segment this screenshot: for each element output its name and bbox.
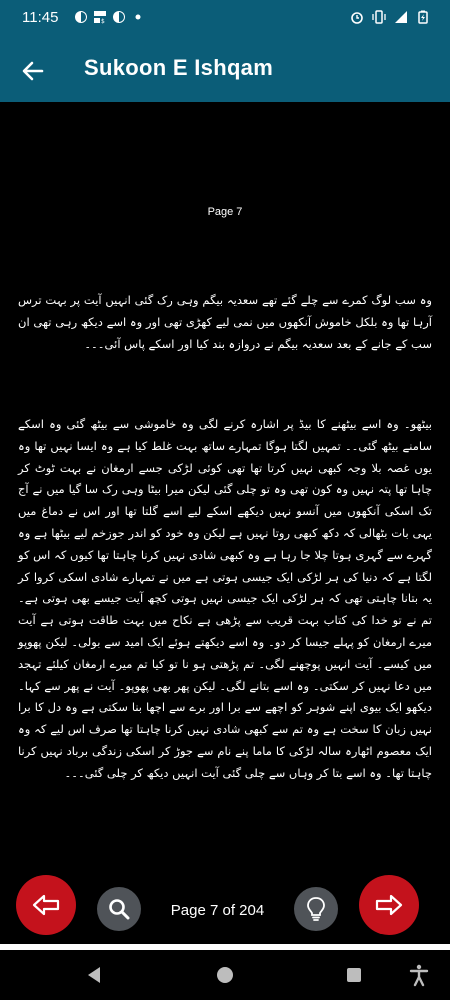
status-right-icons (350, 10, 430, 24)
next-page-button[interactable] (359, 875, 419, 935)
bottom-controls (0, 862, 450, 944)
app-notification-icon (74, 10, 88, 24)
arrow-left-outline-icon (31, 893, 61, 917)
vibrate-icon (372, 10, 386, 24)
back-arrow-icon[interactable] (18, 56, 48, 86)
data-saver-icon (93, 10, 107, 24)
arrow-right-outline-icon (374, 893, 404, 917)
previous-page-button[interactable] (16, 875, 76, 935)
alarm-icon (350, 10, 364, 24)
app-title: Sukoon E Ishqam (84, 55, 274, 80)
recents-square-icon[interactable] (342, 963, 366, 987)
page-label: Page 7 (207, 206, 243, 218)
status-bar (0, 0, 450, 38)
dot-icon (131, 10, 145, 24)
svg-text:$: $ (101, 18, 105, 24)
home-circle-icon[interactable] (213, 963, 237, 987)
accessibility-icon[interactable] (407, 963, 431, 987)
app-notification-icon (112, 10, 126, 24)
story-paragraph: بیٹھو۔ وہ اسے بیٹھنے کا بیڈ پر اشارہ کرنے لگی وہ خاموشی سے بیٹھ گئی وہ اسکے سامنے بیٹھ گئی۔۔ تمہیں لگتا ہوگا تمہارے ساتھ بہت غلط کیا ہے وہ ایسا نہیں تھا وہ یوں غصہ بلا وجہ کبھی نہیں کرتا تھا تھی کوئی لڑکی جسے ارمغان نے بہت ٹوٹ کر چاہا تھا پتہ نہیں وہ کون تھی وہ تو چلی گئی لیکن میرا بیٹا وہی رک سا گیا میں نے آج تک اسکی آنکھوں میں آنسو نہیں دیکھے اسکے لیے اسے گلتا تھا اور اس نے دماغ میں یہی بات بٹھالی کہ دکھ کبھی روتا نہیں ہے لیکن وہ خود کو اندر جوزخم لیے بیٹھا ہے وہ گہرے سے گہری ہوتا چلا جا رہا ہے وہ کبھی شادی نہیں کرنا چاہتا تھا کیوں کہ اس کو لگتا ہے کہ دنیا کی ہر لڑکی ایک جیسی ہوتی ہے میں نے تمہارے شادی اسکی کروا کر یہ بتانا چاہتی تھی کہ ہر لڑکی ایک جیسی نہیں ہوتی کچھ آیت جیسے بھی ہوتی ہے۔ تم نے تو خدا کی کتاب بہت قریب سے پڑھی ہے نکاح میں بہت طاقت ہوتی ہے آیت میرے ارمغان کو پہلے جیسا کر دو۔ وہ اسے دیکھتے ہوئے ایک امید سے بولی۔ لیکن پھوپو میں کیسے۔ آیت انہیں پوچھنے لگی۔ تم پڑھتی ہو نا تو کیا تم میرے ارمغان کیلئے تہجد میں دعا نہیں کر سکتی۔ وہ اسے بتانے لگی۔ لیکن پھر بھی پھوپو۔ آیت نے پھر سے کہا۔ دیکھو ایک بیوی اپنے شوہر کو اچھے سے برا اور برے سے اچھا بنا سکتی ہے وہ دل کا برا نہیں زبان کا سخت ہے وہ تم سے کبھی شادی نہیں کرنا چاہتا تھا صرف اس لیے کہ وہ ایک معصوم اٹھارہ سالہ لڑکی کا ماما پنے نام سے جوڑ کر اسکی زندگی برباد نہیں کرنا چاہتا تھا۔ وہ اسے بتا کر وہاں سے چلی گئی آیت انہیں دیکھ کر چلی گئی۔۔۔ (18, 417, 432, 780)
story-paragraph: وہ سب لوگ کمرے سے چلے گئے تھے سعدیہ بیگم وہی رک گئی انہیں آیت پر بہت ترس آرہا تھا وہ بلکل خاموش آنکھوں میں نمی لیے کھڑی تھی اور وہ اسے دیکھ رہی تھی ان سب کے جانے کے بعد سعدیہ بیگم نے دروازہ بند کیا اور اسکے پاس آئی۔۔۔ (18, 293, 432, 351)
search-button[interactable] (97, 887, 141, 931)
back-triangle-icon[interactable] (82, 963, 106, 987)
app-bar (0, 38, 450, 102)
status-left-icons (74, 10, 145, 24)
system-nav-bar (0, 950, 450, 1000)
signal-icon (394, 10, 408, 24)
page-counter: Page 7 of 204 (170, 902, 265, 919)
reader-page[interactable] (0, 102, 450, 862)
hint-button[interactable] (294, 887, 338, 931)
magnifier-icon (107, 897, 131, 921)
battery-icon (416, 10, 430, 24)
status-time: 11:45 (22, 9, 59, 26)
lightbulb-icon (305, 896, 327, 922)
